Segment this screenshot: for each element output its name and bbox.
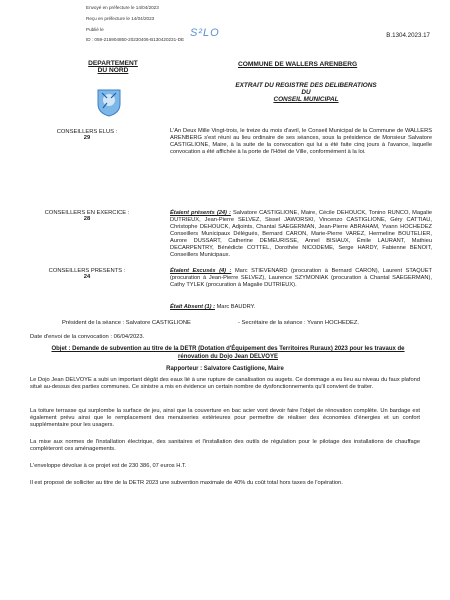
absent-heading: Était Absent (1) : (170, 304, 215, 310)
stamp-line: Publié le (86, 27, 104, 32)
presents-label-block (12, 268, 162, 280)
extrait-line-2: CONSEIL MUNICIPAL (273, 96, 339, 103)
rapporteur-line: Rapporteur : Salvatore Castiglione, Maire (166, 366, 284, 372)
presents-paragraph (170, 210, 432, 259)
secretaire-line: - Secrétaire de la séance : Yvann HOCHEDEZ. (238, 320, 360, 326)
presents-label: CONSEILLERS PRESENTS : (48, 268, 126, 274)
objet-paragraph: La mise aux normes de l'installation électrique, des sanitaires et l'installation des outils de régulation pour le pilotage des installations de chauffage complèteront ces aménagements. (30, 439, 420, 452)
prefecture-stamp (86, 3, 248, 44)
commune-title: COMMUNE DE WALLERS ARENBERG (238, 61, 358, 68)
stamp-line: Envoyé en préfecture le 14/04/2023 (86, 5, 159, 10)
document-reference: B.1304.2023.17 (386, 32, 430, 39)
absent-paragraph (170, 304, 432, 311)
extrait-title (231, 82, 381, 103)
excuses-paragraph (170, 268, 432, 289)
department-crest-icon (96, 87, 122, 117)
objet-paragraph: Le Dojo Jean DELVOYE a subi un important dégât des eaux lié à une rupture de canalisation ou augets. Ce dommage a eu lieu au niveau du faux plafond situé au-dessus des parties communes. Ce sinistre a mis en évidence un certain nombre de dysfonctionnements qu'il convient de traiter. (30, 377, 420, 390)
slo-stamp-logo: S²LO (190, 27, 220, 39)
presents-heading: Étaient présents (24) : (170, 210, 231, 216)
objet-paragraph: La toiture terrasse qui surplombe la surface de jeu, ainsi que la couverture en bac acier vont devoir faire l'objet de rénovation complète. Un bardage est également prévu ainsi que le remplacement des menuiseries extérieures pour permettre de réaliser des économies d'énergies et un confort supplémentaire pour les usagers. (30, 408, 420, 428)
president-line: Président de la séance : Salvatore CASTIGLIONE (62, 320, 191, 326)
elus-count: 29 (83, 135, 91, 141)
department-block (84, 60, 142, 74)
excuses-list: Marc STIEVENARD (procuration à Bernard CARON), Laurent STAQUET (procuration à Jean-Pierre SELVEZ), Laurence SZYMONIAK (procuration à Chantal SAEGERMAN), Cathy TYLEK (procuration à Magalie DUTRIEUX). (170, 268, 432, 288)
objet-title: Objet : Demande de subvention au titre de la DETR (Dotation d'Équipement des Territoires Ruraux) 2023 pour les travaux de rénovation du Dojo Jean DELVOYE (51, 346, 405, 360)
convocation-date: Date d'envoi de la convocation : 06/04/2023. (30, 334, 145, 340)
elus-label: CONSEILLERS ELUS : (56, 129, 118, 135)
absent-list: Marc BAUDRY. (214, 304, 256, 310)
extrait-line-1: EXTRAIT DU REGISTRE DES DELIBERATIONS DU (235, 82, 377, 96)
objet-paragraph: Il est proposé de solliciter au titre de la DETR 2023 une subvention maximale de 40% du coût total hors taxes de l'opération. (30, 480, 343, 486)
exercice-label: CONSEILLERS EN EXERCICE : (44, 210, 130, 216)
elus-label-block (12, 129, 162, 141)
department-line-1: DEPARTEMENT (88, 60, 138, 67)
exercice-label-block (12, 210, 162, 222)
department-line-2: DU NORD (97, 67, 129, 74)
presents-count: 24 (83, 274, 91, 280)
stamp-line: ID : 059-215904850-20230406-B130420231-DE (86, 37, 185, 42)
session-intro-paragraph: L'An Deux Mille Vingt-trois, le treize du mois d'avril, le Conseil Municipal de la Commune de WALLERS ARENBERG s'est réuni au lieu ordinaire de ses séances, sous la présidence de Monsieur Salvatore CASTIGLIONE, Maire, à la suite de la convocation qui lui a été faite cinq jours à l'avance, laquelle convocation a été affichée à la porte de l'Hôtel de Ville, conformément à la loi. (170, 128, 432, 155)
objet-paragraph: L'enveloppe dévolue à ce projet est de 230 386, 07 euros H.T. (30, 463, 187, 469)
presents-list: Salvatore CASTIGLIONE, Maire, Cécile DEHOUCK, Tonino RUNCO, Magalie DUTRIEUX, Jean-Pierre SELVEZ, Sissel JAWORSKI, Vincenzo CASTIGLIONE, Géry CATTIAU, Christophe DEHOUCK, Adjoints, Chantal SAEGERMAN, Jean-Pierre ABRAHAM, Yvann HOCHEDEZ Conseillers Municipaux Délégués, Bernard CARON, Marie-Pierre VAREZ, Hermeline BOUTELIER, Aurore DUSSART, Catherine DEMEURISSE, Annel BISIAUX, Émile LAURANT, Mathieu DECARPENTRY, Bénédicte COTTEL, Dorothée NICODEME, Serge HARDY, Fabienne BENOIT, Conseillers Municipaux. (170, 210, 432, 258)
stamp-line: Reçu en préfecture le 14/04/2023 (86, 16, 155, 21)
excuses-heading: Étaient Excusés (4) : (170, 268, 232, 274)
exercice-count: 28 (83, 216, 91, 222)
